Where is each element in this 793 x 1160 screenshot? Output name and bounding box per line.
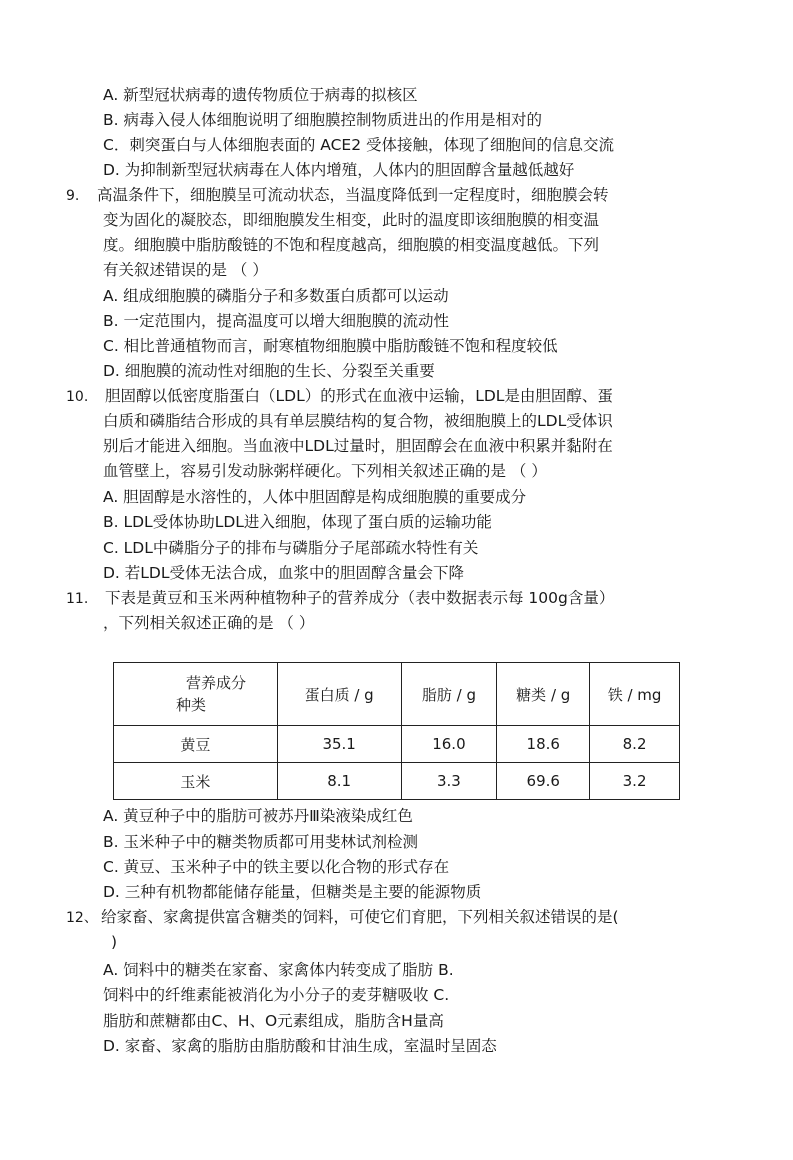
- column-header: 脂肪 / g: [401, 663, 497, 726]
- table-row: [114, 726, 680, 763]
- table-cell: 18.6: [497, 726, 590, 763]
- q12-stem-line: ): [111, 933, 118, 951]
- q12-number: 12、: [66, 910, 98, 926]
- q9-option-c: C. 相比普通植物而言，耐寒植物细胞膜中脂肪酸链不饱和程度较低: [103, 337, 558, 355]
- table-row: [114, 763, 680, 800]
- q8-option-a: A. 新型冠状病毒的遗传物质位于病毒的拟核区: [103, 86, 418, 104]
- q9-option-b: B. 一定范围内，提高温度可以增大细胞膜的流动性: [103, 312, 449, 330]
- q9-option-d: D. 细胞膜的流动性对细胞的生长、分裂至关重要: [103, 362, 435, 380]
- table-corner-top: 营养成分: [186, 674, 247, 692]
- q10-option-c: C. LDL中磷脂分子的排布与磷脂分子尾部疏水特性有关: [103, 539, 479, 557]
- q11-option-a: A. 黄豆种子中的脂肪可被苏丹Ⅲ染液染成红色: [103, 807, 413, 825]
- nutrition-table: [113, 662, 680, 800]
- table-cell: 69.6: [497, 763, 590, 800]
- q11-number: 11.: [66, 591, 89, 607]
- q9-option-a: A. 组成细胞膜的磷脂分子和多数蛋白质都可以运动: [103, 287, 449, 305]
- q10-stem-line: 别后才能进入细胞。当血液中LDL过量时，胆固醇会在血液中积累并黏附在: [103, 437, 613, 455]
- q12-line: 脂肪和蔗糖都由C、H、O元素组成，脂肪含H量高: [103, 1012, 444, 1030]
- table-corner-bottom: 种类: [176, 696, 207, 714]
- q12-line: 饲料中的纤维素能被消化为小分子的麦芽糖吸收 C.: [103, 986, 450, 1004]
- table-cell: 16.0: [401, 726, 497, 763]
- q11-stem-line: 下表是黄豆和玉米两种植物种子的营养成分（表中数据表示每 100g含量）: [105, 589, 615, 607]
- column-header: 铁 / mg: [590, 663, 680, 726]
- table-cell: 3.2: [590, 763, 680, 800]
- q12-stem-line: 给家畜、家禽提供富含糖类的饲料，可使它们育肥，下列相关叙述错误的是(: [101, 908, 619, 926]
- q9-stem-line: 变为固化的凝胶态，即细胞膜发生相变，此时的温度即该细胞膜的相变温: [103, 211, 600, 229]
- q8-option-b: B. 病毒入侵人体细胞说明了细胞膜控制物质进出的作用是相对的: [103, 111, 542, 129]
- q11-stem-line: ，下列相关叙述正确的是 （ ）: [103, 614, 315, 632]
- q12-line: D. 家畜、家禽的脂肪由脂肪酸和甘油生成，室温时呈固态: [103, 1037, 497, 1055]
- q9-stem-line: 度。细胞膜中脂肪酸链的不饱和程度越高，细胞膜的相变温度越低。下列: [103, 236, 600, 254]
- q11-option-c: C. 黄豆、玉米种子中的铁主要以化合物的形式存在: [103, 858, 450, 876]
- q11-option-d: D. 三种有机物都能储存能量，但糖类是主要的能源物质: [103, 883, 482, 901]
- q12-line: A. 饲料中的糖类在家畜、家禽体内转变成了脂肪 B.: [103, 961, 454, 979]
- q10-option-a: A. 胆固醇是水溶性的，人体中胆固醇是构成细胞膜的重要成分: [103, 488, 527, 506]
- q9-stem-line: 高温条件下，细胞膜呈可流动状态，当温度降低到一定程度时，细胞膜会转: [97, 186, 609, 204]
- column-header: 蛋白质 / g: [277, 663, 401, 726]
- q8-option-c: C．刺突蛋白与人体细胞表面的 ACE2 受体接触，体现了细胞间的信息交流: [103, 136, 614, 154]
- table-corner-header: [114, 663, 278, 726]
- q9-number: 9.: [66, 188, 80, 204]
- q11-option-b: B. 玉米种子中的糖类物质都可用斐林试剂检测: [103, 833, 418, 851]
- q10-option-b: B. LDL受体协助LDL进入细胞，体现了蛋白质的运输功能: [103, 513, 492, 531]
- q10-option-d: D. 若LDL受体无法合成，血浆中的胆固醇含量会下降: [103, 564, 464, 582]
- table-cell: 8.1: [277, 763, 401, 800]
- q10-number: 10.: [66, 389, 89, 405]
- q8-option-d: D. 为抑制新型冠状病毒在人体内增殖，人体内的胆固醇含量越低越好: [103, 161, 575, 179]
- column-header: 糖类 / g: [497, 663, 590, 726]
- row-name: 玉米: [114, 763, 278, 800]
- row-name: 黄豆: [114, 726, 278, 763]
- q10-stem-line: 胆固醇以低密度脂蛋白（LDL）的形式在血液中运输，LDL是由胆固醇、蛋: [105, 387, 613, 405]
- q10-stem-line: 血管壁上，容易引发动脉粥样硬化。下列相关叙述正确的是 （ ）: [103, 462, 547, 480]
- q9-stem-line: 有关叙述错误的是 （ ）: [103, 261, 268, 279]
- table-cell: 35.1: [277, 726, 401, 763]
- table-cell: 8.2: [590, 726, 680, 763]
- q10-stem-line: 白质和磷脂结合形成的具有单层膜结构的复合物，被细胞膜上的LDL受体识: [103, 412, 613, 430]
- table-cell: 3.3: [401, 763, 497, 800]
